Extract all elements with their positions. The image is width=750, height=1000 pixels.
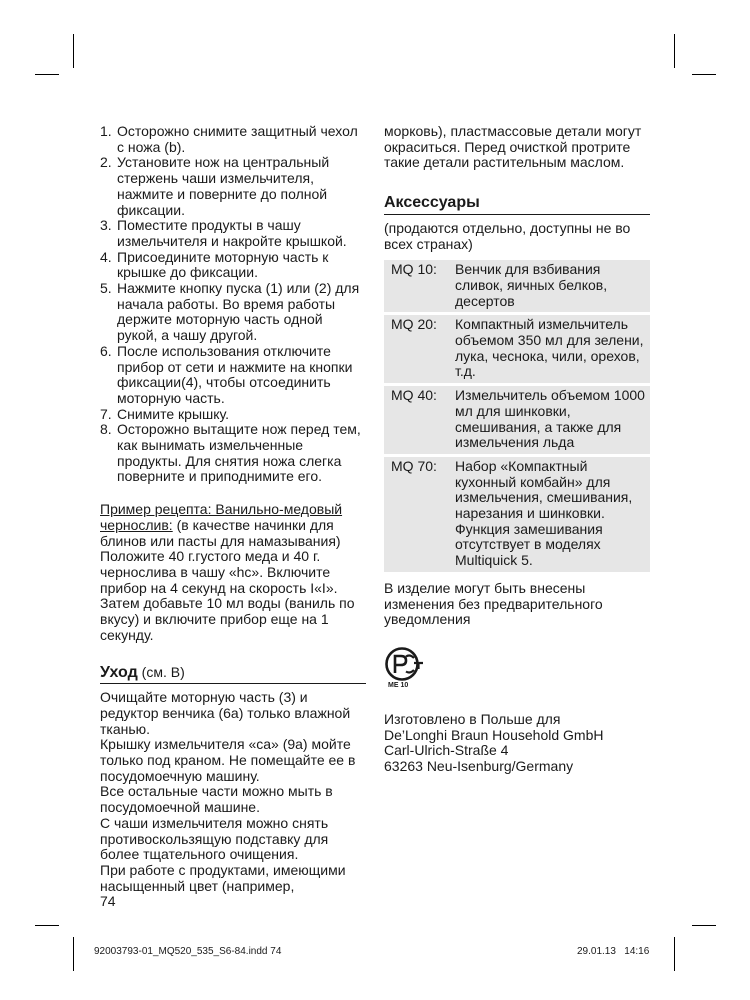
step-item: 6. После использования отключите прибор от сети и нажмите на кнопки фиксации(4), чтобы отсоединить моторную часть. — [100, 342, 353, 406]
change-notice: В изделие могут быть внесены изменения без предварительного уведомления — [384, 579, 603, 628]
step-item: 2. Установите нож на центральный стержень чаши измельчителя, нажмите и поверните до полной фиксации. — [100, 154, 330, 218]
recipe-example — [100, 502, 366, 643]
right-column — [384, 124, 650, 775]
care-text — [100, 690, 366, 894]
recipe-title: Пример рецепта: Ванильно-медовый чернослив: — [100, 501, 343, 533]
step-item: 1. Осторожно снимите защитный чехол с ножа (b). — [100, 123, 358, 155]
crop-mark — [674, 937, 675, 971]
accessories-heading: Аксессуары — [384, 195, 650, 215]
table-row: MQ 20: Компактный измельчитель объемом 350 мл для зелени, лука, чеснока, чили, орехов, т.д. — [384, 315, 650, 383]
pct-certification-mark-icon — [384, 646, 424, 682]
crop-mark — [73, 34, 74, 68]
recipe-text: (в качестве начинки для блинов или пасты для намазывания) Положите 40 г.густого меда и 40 г. чернослива в чашу «hc». Включите прибор на 4 секунд на скорость I«I». Затем добавьте 10 мл воды (ваниль по вкусу) и включите прибор еще на 1 секунду. — [100, 516, 355, 643]
crop-mark — [692, 925, 716, 926]
care-paragraph: При работе с продуктами, имеющими насыщенный цвет (например, — [100, 861, 346, 894]
care-paragraph: Крышку измельчителя «ca» (9a) мойте только под краном. Не помещайте ее в посудомоечную машину. — [100, 736, 356, 784]
table-row: MQ 10: Венчик для взбивания сливок, яичных белков, десертов — [384, 260, 650, 312]
page-number: 74 — [100, 893, 116, 909]
continuation-text: морковь), пластмассовые детали могут окраситься. Перед очисткой протрите такие детали растительным маслом. — [384, 123, 642, 171]
logo-label: ME 10 — [388, 681, 409, 689]
footer-filename: 92003793-01_MQ520_535_S6-84.indd 74 — [94, 946, 282, 957]
step-item: 5. Нажмите кнопку пуска (1) или (2) для начала работы. Во время работы держите моторную часть одной рукой, а чашу другой. — [100, 280, 360, 344]
manufacturer-address: Изготовлено в Польше для De’Longhi Braun Household GmbH Carl-Ulrich-Straße 4 63263 Neu-Isenburg/Germany — [384, 710, 604, 775]
step-item: 7. Снимите крышку. — [100, 405, 230, 422]
care-paragraph: С чаши измельчителя можно снять противоскользящую подставку для более тщательного очищения. — [100, 814, 329, 863]
crop-mark — [674, 34, 675, 68]
step-item: 8. Осторожно вытащите нож перед тем, как вынимать измельченные продукты. Для снятия ножа слегка поверните и приподнимите его. — [100, 421, 361, 485]
instruction-steps — [100, 124, 366, 485]
crop-mark — [35, 74, 59, 75]
care-heading: Уход (см. B) — [100, 665, 366, 685]
accessories-note: (продаются отдельно, доступны не во всех странах) — [384, 219, 631, 252]
crop-mark — [692, 74, 716, 75]
care-paragraph: Все остальные части можно мыть в посудомоечной машине. — [100, 783, 333, 816]
crop-mark — [35, 925, 59, 926]
pct-logo — [384, 646, 434, 694]
accessories-table — [384, 257, 650, 575]
step-item: 3. Поместите продукты в чашу измельчителя и накройте крышкой. — [100, 217, 347, 249]
footer-date: 29.01.13 14:16 — [577, 946, 650, 957]
table-row: MQ 70: Набор «Компактный кухонный комбайн» для измельчения, смешивания, нарезания и шинковки. Функция замешивания отсутствует в моделях Multiquick 5. — [384, 457, 650, 572]
table-row: MQ 40: Измельчитель объемом 1000 мл для шинковки, смешивания, а также для измельчения льда — [384, 386, 650, 454]
step-item: 4. Присоедините моторную часть к крышке до фиксации. — [100, 248, 329, 281]
crop-mark — [73, 937, 74, 971]
left-column — [100, 124, 366, 894]
care-paragraph: Очищайте моторную часть (3) и редуктор венчика (6a) только влажной тканью. — [100, 689, 351, 737]
